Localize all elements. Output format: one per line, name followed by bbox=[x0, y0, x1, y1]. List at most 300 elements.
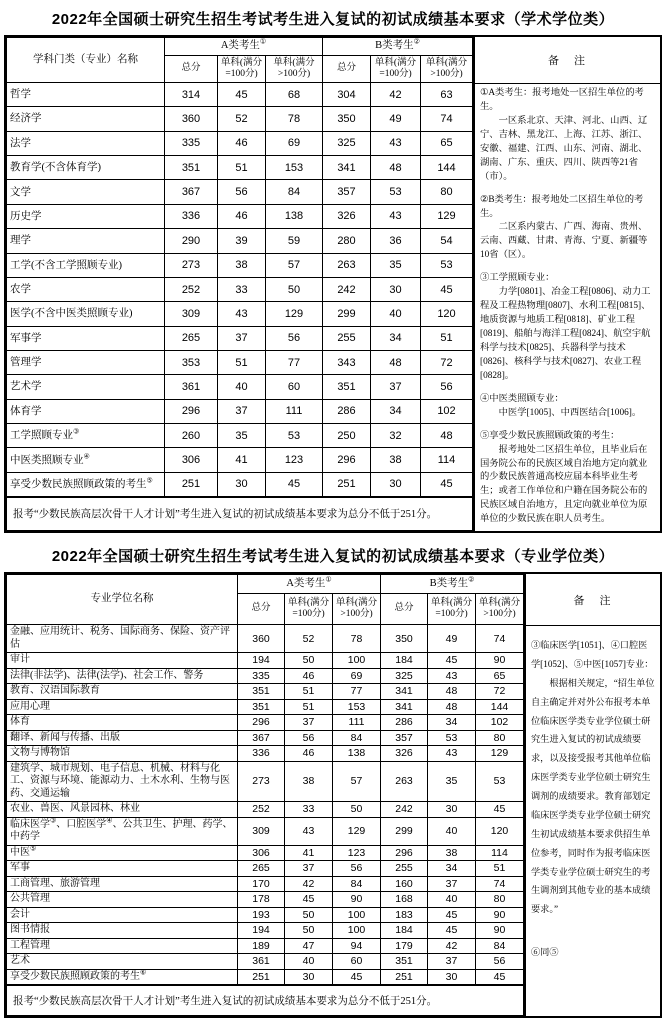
score-cell: 34 bbox=[371, 326, 421, 350]
score-cell: 30 bbox=[371, 277, 421, 301]
score-cell: 30 bbox=[428, 802, 476, 818]
score-cell: 367 bbox=[165, 180, 218, 204]
score-cell: 74 bbox=[421, 107, 473, 131]
score-cell: 46 bbox=[218, 131, 266, 155]
score-cell: 350 bbox=[323, 107, 371, 131]
score-cell: 59 bbox=[266, 229, 323, 253]
score-cell: 357 bbox=[381, 730, 428, 746]
score-cell: 255 bbox=[381, 861, 428, 877]
score-cell: 102 bbox=[476, 715, 524, 731]
score-cell: 40 bbox=[371, 302, 421, 326]
score-cell: 84 bbox=[476, 938, 524, 954]
total-score-header: 总分 bbox=[381, 594, 428, 625]
single-over-100-header: 单科(满分>100分) bbox=[421, 56, 473, 83]
subject-name: 艺术学 bbox=[7, 375, 165, 399]
score-cell: 252 bbox=[165, 277, 218, 301]
score-cell: 78 bbox=[266, 107, 323, 131]
score-cell: 296 bbox=[323, 448, 371, 472]
subject-name: 理学 bbox=[7, 229, 165, 253]
subject-name: 法律(非法学)、法律(法学)、社会工作、警务 bbox=[7, 668, 238, 684]
remark-paragraph: ⑤享受少数民族照顾政策的考生： bbox=[480, 430, 620, 441]
score-cell: 100 bbox=[333, 653, 381, 669]
subject-name: 中医⑤ bbox=[7, 845, 238, 861]
table-row bbox=[7, 156, 473, 180]
score-cell: 63 bbox=[421, 83, 473, 107]
score-cell: 184 bbox=[381, 653, 428, 669]
score-cell: 48 bbox=[371, 156, 421, 180]
score-cell: 45 bbox=[421, 472, 473, 496]
score-cell: 242 bbox=[323, 277, 371, 301]
score-cell: 51 bbox=[476, 861, 524, 877]
single-100-header: 单科(满分=100分) bbox=[285, 594, 333, 625]
score-cell: 351 bbox=[323, 375, 371, 399]
score-cell: 360 bbox=[238, 625, 285, 653]
score-cell: 251 bbox=[323, 472, 371, 496]
table-row bbox=[7, 131, 473, 155]
score-cell: 77 bbox=[333, 684, 381, 700]
score-cell: 351 bbox=[165, 156, 218, 180]
score-cell: 56 bbox=[285, 730, 333, 746]
score-cell: 251 bbox=[381, 969, 428, 985]
score-cell: 183 bbox=[381, 907, 428, 923]
score-cell: 286 bbox=[323, 399, 371, 423]
table-row bbox=[7, 802, 524, 818]
score-cell: 263 bbox=[323, 253, 371, 277]
score-cell: 286 bbox=[381, 715, 428, 731]
score-cell: 45 bbox=[333, 969, 381, 985]
score-cell: 343 bbox=[323, 350, 371, 374]
remark-paragraph: 根据相关规定，“招生单位自主确定并对外公布报考本单位临床医学类专业学位硕士研究生进入复试的初试成绩要求，以及接受报考其他单位临床医学类专业学位硕士研究生调剂的成绩要求。教育部划定临床医学类专业学位硕士研究生初试成绩基本要求供招生单位参考，同时作为报考临床医学类专业学位硕士研究生的考生调剂到其他专业的基本成绩要求。” bbox=[531, 677, 655, 915]
subject-name-header: 专业学位名称 bbox=[7, 575, 238, 625]
professional-degree-table bbox=[4, 572, 662, 1018]
score-cell: 40 bbox=[218, 375, 266, 399]
score-cell: 351 bbox=[238, 684, 285, 700]
score-cell: 179 bbox=[381, 938, 428, 954]
score-cell: 35 bbox=[428, 761, 476, 802]
remark-header: 备 注 bbox=[526, 574, 660, 626]
remark-paragraph: 一区系北京、天津、河北、山西、辽宁、吉林、黑龙江、上海、江苏、浙江、安徽、福建、江西、山东、河南、湖北、湖南、广东、重庆、四川、陕西等21省（市）。 bbox=[480, 115, 648, 182]
score-cell: 65 bbox=[476, 668, 524, 684]
score-cell: 38 bbox=[428, 845, 476, 861]
score-cell: 51 bbox=[285, 684, 333, 700]
score-cell: 341 bbox=[323, 156, 371, 180]
subject-name: 文学 bbox=[7, 180, 165, 204]
table-row bbox=[7, 954, 524, 970]
score-cell: 38 bbox=[285, 761, 333, 802]
table-row bbox=[7, 653, 524, 669]
score-cell: 178 bbox=[238, 892, 285, 908]
score-cell: 123 bbox=[333, 845, 381, 861]
score-cell: 367 bbox=[238, 730, 285, 746]
score-cell: 41 bbox=[218, 448, 266, 472]
table-row bbox=[7, 715, 524, 731]
score-cell: 189 bbox=[238, 938, 285, 954]
score-cell: 43 bbox=[371, 131, 421, 155]
score-cell: 120 bbox=[421, 302, 473, 326]
score-cell: 37 bbox=[371, 375, 421, 399]
subject-name: 农学 bbox=[7, 277, 165, 301]
remark-paragraph: ⑥同⑤ bbox=[531, 947, 559, 958]
table-row bbox=[7, 938, 524, 954]
score-cell: 314 bbox=[165, 83, 218, 107]
score-cell: 48 bbox=[428, 699, 476, 715]
score-cell: 46 bbox=[285, 746, 333, 762]
score-cell: 42 bbox=[428, 938, 476, 954]
table-row bbox=[7, 107, 473, 131]
subject-name: 享受少数民族照顾政策的考生⑤ bbox=[7, 472, 165, 496]
score-cell: 37 bbox=[428, 954, 476, 970]
score-cell: 34 bbox=[428, 861, 476, 877]
subject-name: 经济学 bbox=[7, 107, 165, 131]
professional-score-table bbox=[6, 574, 524, 1016]
score-cell: 51 bbox=[218, 156, 266, 180]
score-cell: 129 bbox=[476, 746, 524, 762]
score-cell: 360 bbox=[165, 107, 218, 131]
score-cell: 194 bbox=[238, 653, 285, 669]
score-cell: 43 bbox=[371, 204, 421, 228]
table-row bbox=[7, 277, 473, 301]
remark-paragraph: 中医学[1005]、中西医结合[1006]。 bbox=[498, 407, 642, 418]
table-row bbox=[7, 923, 524, 939]
group-b-header: B类考生② bbox=[381, 575, 524, 594]
subject-name: 医学(不含中医类照顾专业) bbox=[7, 302, 165, 326]
group-a-header: A类考生① bbox=[165, 38, 323, 56]
score-cell: 353 bbox=[165, 350, 218, 374]
remark-paragraph: ③临床医学[1051]、④口腔医学[1052]、⑤中医[1057]专业： bbox=[531, 640, 654, 670]
table-row bbox=[7, 253, 473, 277]
score-cell: 84 bbox=[266, 180, 323, 204]
score-cell: 43 bbox=[428, 668, 476, 684]
score-cell: 309 bbox=[238, 817, 285, 845]
score-cell: 299 bbox=[323, 302, 371, 326]
score-cell: 48 bbox=[421, 424, 473, 448]
subject-name: 享受少数民族照顾政策的考生⑥ bbox=[7, 969, 238, 985]
score-cell: 170 bbox=[238, 876, 285, 892]
score-cell: 351 bbox=[238, 699, 285, 715]
score-cell: 255 bbox=[323, 326, 371, 350]
score-cell: 273 bbox=[165, 253, 218, 277]
table-row bbox=[7, 625, 524, 653]
score-cell: 336 bbox=[238, 746, 285, 762]
score-cell: 90 bbox=[476, 653, 524, 669]
score-cell: 326 bbox=[323, 204, 371, 228]
score-cell: 90 bbox=[476, 907, 524, 923]
table-row bbox=[7, 326, 473, 350]
score-cell: 90 bbox=[476, 923, 524, 939]
single-over-100-header: 单科(满分>100分) bbox=[333, 594, 381, 625]
score-cell: 252 bbox=[238, 802, 285, 818]
subject-name: 教育、汉语国际教育 bbox=[7, 684, 238, 700]
table-row bbox=[7, 817, 524, 845]
score-cell: 32 bbox=[371, 424, 421, 448]
subject-name: 农业、兽医、风景园林、林业 bbox=[7, 802, 238, 818]
table-row bbox=[7, 684, 524, 700]
score-cell: 42 bbox=[371, 83, 421, 107]
score-cell: 341 bbox=[381, 684, 428, 700]
score-cell: 45 bbox=[428, 923, 476, 939]
table-row bbox=[7, 892, 524, 908]
score-cell: 46 bbox=[218, 204, 266, 228]
score-cell: 336 bbox=[165, 204, 218, 228]
academic-score-table bbox=[6, 37, 473, 531]
score-cell: 37 bbox=[428, 876, 476, 892]
score-cell: 78 bbox=[333, 625, 381, 653]
score-cell: 129 bbox=[421, 204, 473, 228]
subject-name: 中医类照顾专业④ bbox=[7, 448, 165, 472]
score-cell: 80 bbox=[421, 180, 473, 204]
subject-name: 翻译、新闻与传播、出版 bbox=[7, 730, 238, 746]
score-cell: 53 bbox=[428, 730, 476, 746]
subject-name: 工程管理 bbox=[7, 938, 238, 954]
subject-name: 审计 bbox=[7, 653, 238, 669]
score-cell: 30 bbox=[285, 969, 333, 985]
score-cell: 306 bbox=[238, 845, 285, 861]
score-cell: 47 bbox=[285, 938, 333, 954]
score-cell: 50 bbox=[266, 277, 323, 301]
score-cell: 296 bbox=[238, 715, 285, 731]
subject-name: 工商管理、旅游管理 bbox=[7, 876, 238, 892]
score-cell: 325 bbox=[381, 668, 428, 684]
score-cell: 60 bbox=[266, 375, 323, 399]
remark-column bbox=[473, 37, 660, 531]
score-cell: 33 bbox=[285, 802, 333, 818]
score-cell: 80 bbox=[476, 892, 524, 908]
score-cell: 100 bbox=[333, 923, 381, 939]
score-cell: 361 bbox=[238, 954, 285, 970]
score-cell: 280 bbox=[323, 229, 371, 253]
score-cell: 80 bbox=[476, 730, 524, 746]
score-cell: 69 bbox=[333, 668, 381, 684]
subject-name: 公共管理 bbox=[7, 892, 238, 908]
single-100-header: 单科(满分=100分) bbox=[218, 56, 266, 83]
score-cell: 42 bbox=[285, 876, 333, 892]
table-row bbox=[7, 204, 473, 228]
score-cell: 65 bbox=[421, 131, 473, 155]
score-cell: 123 bbox=[266, 448, 323, 472]
group-a-header: A类考生① bbox=[238, 575, 381, 594]
score-cell: 56 bbox=[333, 861, 381, 877]
score-cell: 34 bbox=[371, 399, 421, 423]
score-cell: 114 bbox=[421, 448, 473, 472]
score-cell: 52 bbox=[285, 625, 333, 653]
table-row bbox=[7, 761, 524, 802]
score-cell: 335 bbox=[165, 131, 218, 155]
score-cell: 84 bbox=[333, 876, 381, 892]
score-cell: 193 bbox=[238, 907, 285, 923]
score-cell: 69 bbox=[266, 131, 323, 155]
score-cell: 111 bbox=[266, 399, 323, 423]
score-cell: 265 bbox=[238, 861, 285, 877]
score-cell: 35 bbox=[218, 424, 266, 448]
score-cell: 250 bbox=[323, 424, 371, 448]
score-cell: 45 bbox=[428, 653, 476, 669]
table-row bbox=[7, 399, 473, 423]
score-cell: 111 bbox=[333, 715, 381, 731]
score-cell: 273 bbox=[238, 761, 285, 802]
subject-name: 工学照顾专业③ bbox=[7, 424, 165, 448]
table-row bbox=[7, 861, 524, 877]
score-cell: 309 bbox=[165, 302, 218, 326]
score-cell: 335 bbox=[238, 668, 285, 684]
score-cell: 168 bbox=[381, 892, 428, 908]
score-cell: 341 bbox=[381, 699, 428, 715]
table-row bbox=[7, 375, 473, 399]
score-cell: 102 bbox=[421, 399, 473, 423]
subject-name: 军事学 bbox=[7, 326, 165, 350]
score-cell: 296 bbox=[381, 845, 428, 861]
table-row bbox=[7, 907, 524, 923]
total-score-header: 总分 bbox=[323, 56, 371, 83]
score-cell: 350 bbox=[381, 625, 428, 653]
subject-name: 图书情报 bbox=[7, 923, 238, 939]
subject-name: 金融、应用统计、税务、国际商务、保险、资产评估 bbox=[7, 625, 238, 653]
table-row bbox=[7, 229, 473, 253]
score-cell: 51 bbox=[285, 699, 333, 715]
score-cell: 50 bbox=[333, 802, 381, 818]
score-cell: 35 bbox=[371, 253, 421, 277]
score-cell: 53 bbox=[421, 253, 473, 277]
score-cell: 33 bbox=[218, 277, 266, 301]
table-footer-row bbox=[7, 497, 473, 531]
single-100-header: 单科(满分=100分) bbox=[428, 594, 476, 625]
score-cell: 242 bbox=[381, 802, 428, 818]
subject-name-header: 学科门类（专业）名称 bbox=[7, 38, 165, 83]
score-cell: 46 bbox=[285, 668, 333, 684]
score-cell: 144 bbox=[476, 699, 524, 715]
score-cell: 38 bbox=[218, 253, 266, 277]
subject-name: 军事 bbox=[7, 861, 238, 877]
score-cell: 94 bbox=[333, 938, 381, 954]
score-cell: 40 bbox=[428, 892, 476, 908]
score-cell: 41 bbox=[285, 845, 333, 861]
remark-paragraph: 力学[0801]、冶金工程[0806]、动力工程及工程热物理[0807]、水利工程[0815]、地质资源与地质工程[0818]、矿业工程[0819]、船舶与海洋工程[0824]、航空宇航科学与技术[0825]、兵器科学与技术[0826]、核科学与技术[0827]、农业工程[0828]。 bbox=[480, 287, 651, 381]
score-cell: 72 bbox=[421, 350, 473, 374]
score-cell: 57 bbox=[333, 761, 381, 802]
score-cell: 265 bbox=[165, 326, 218, 350]
score-cell: 45 bbox=[421, 277, 473, 301]
score-cell: 120 bbox=[476, 817, 524, 845]
score-cell: 45 bbox=[285, 892, 333, 908]
subject-name: 体育 bbox=[7, 715, 238, 731]
score-cell: 138 bbox=[266, 204, 323, 228]
single-over-100-header: 单科(满分>100分) bbox=[266, 56, 323, 83]
score-cell: 56 bbox=[476, 954, 524, 970]
table-row bbox=[7, 699, 524, 715]
score-cell: 160 bbox=[381, 876, 428, 892]
remark-column bbox=[524, 574, 660, 1016]
table-row bbox=[7, 472, 473, 496]
academic-degree-table bbox=[4, 35, 662, 533]
score-cell: 260 bbox=[165, 424, 218, 448]
score-cell: 52 bbox=[218, 107, 266, 131]
score-cell: 36 bbox=[371, 229, 421, 253]
score-cell: 45 bbox=[266, 472, 323, 496]
score-cell: 38 bbox=[371, 448, 421, 472]
score-cell: 40 bbox=[285, 954, 333, 970]
score-cell: 50 bbox=[285, 907, 333, 923]
table2-title: 2022年全国硕士研究生招生考试考生进入复试的初试成绩基本要求（专业学位类） bbox=[51, 548, 615, 566]
score-cell: 129 bbox=[333, 817, 381, 845]
subject-name: 哲学 bbox=[7, 83, 165, 107]
remark-paragraph: 二区系内蒙古、广西、海南、贵州、云南、西藏、甘肃、青海、宁夏、新疆等10省（区）。 bbox=[480, 222, 648, 261]
score-cell: 357 bbox=[323, 180, 371, 204]
remark-paragraph: ④中医类照顾专业： bbox=[480, 393, 564, 404]
score-cell: 304 bbox=[323, 83, 371, 107]
single-over-100-header: 单科(满分>100分) bbox=[476, 594, 524, 625]
group-b-header: B类考生② bbox=[323, 38, 473, 56]
score-cell: 37 bbox=[218, 399, 266, 423]
score-cell: 45 bbox=[476, 802, 524, 818]
table-row bbox=[7, 424, 473, 448]
table1-title: 2022年全国硕士研究生招生考试考生进入复试的初试成绩基本要求（学术学位类） bbox=[51, 11, 615, 28]
score-cell: 50 bbox=[285, 653, 333, 669]
score-cell: 56 bbox=[218, 180, 266, 204]
score-cell: 251 bbox=[165, 472, 218, 496]
score-cell: 56 bbox=[266, 326, 323, 350]
subject-name: 法学 bbox=[7, 131, 165, 155]
table-row bbox=[7, 876, 524, 892]
score-cell: 49 bbox=[428, 625, 476, 653]
score-cell: 84 bbox=[333, 730, 381, 746]
table-row bbox=[7, 180, 473, 204]
score-cell: 60 bbox=[333, 954, 381, 970]
score-cell: 49 bbox=[371, 107, 421, 131]
score-cell: 153 bbox=[333, 699, 381, 715]
table-row bbox=[7, 350, 473, 374]
table-row bbox=[7, 845, 524, 861]
subject-name: 会计 bbox=[7, 907, 238, 923]
score-cell: 296 bbox=[165, 399, 218, 423]
subject-name: 教育学(不含体育学) bbox=[7, 156, 165, 180]
score-cell: 37 bbox=[218, 326, 266, 350]
score-cell: 326 bbox=[381, 746, 428, 762]
remark-paragraph: 报考地处二区招生单位，且毕业后在国务院公布的民族区域自治地方定向就业的少数民族普通高校应届本科毕业生考生；或者工作单位和户籍在国务院公布的民族区域自治地方，且定向就业单位为原单位的少数民族在职人员考生。 bbox=[480, 444, 648, 525]
score-cell: 37 bbox=[285, 715, 333, 731]
score-cell: 90 bbox=[333, 892, 381, 908]
score-cell: 50 bbox=[285, 923, 333, 939]
score-cell: 34 bbox=[428, 715, 476, 731]
subject-name: 临床医学③、口腔医学④、公共卫生、护理、药学、中药学 bbox=[7, 817, 238, 845]
table-row bbox=[7, 746, 524, 762]
subject-name: 文物与博物馆 bbox=[7, 746, 238, 762]
score-cell: 30 bbox=[371, 472, 421, 496]
minority-plan-note: 报考“少数民族高层次骨干人才计划”考生进入复试的初试成绩基本要求为总分不低于251分。 bbox=[7, 985, 524, 1015]
score-cell: 51 bbox=[421, 326, 473, 350]
score-cell: 43 bbox=[218, 302, 266, 326]
score-cell: 77 bbox=[266, 350, 323, 374]
score-cell: 263 bbox=[381, 761, 428, 802]
score-cell: 114 bbox=[476, 845, 524, 861]
score-cell: 30 bbox=[428, 969, 476, 985]
score-cell: 48 bbox=[371, 350, 421, 374]
score-cell: 184 bbox=[381, 923, 428, 939]
remark-paragraph: ②B类考生：报考地处二区招生单位的考生。 bbox=[480, 194, 644, 219]
remark-paragraph: ③工学照顾专业： bbox=[480, 273, 555, 284]
table-row bbox=[7, 448, 473, 472]
score-cell: 153 bbox=[266, 156, 323, 180]
subject-name: 建筑学、城市规划、电子信息、机械、材料与化工、资源与环境、能源动力、土木水利、生物与医药、交通运输 bbox=[7, 761, 238, 802]
subject-name: 体育学 bbox=[7, 399, 165, 423]
table-row bbox=[7, 302, 473, 326]
table-row bbox=[7, 83, 473, 107]
score-cell: 40 bbox=[428, 817, 476, 845]
score-cell: 30 bbox=[218, 472, 266, 496]
table-row bbox=[7, 730, 524, 746]
remark-notes bbox=[475, 84, 660, 531]
total-score-header: 总分 bbox=[165, 56, 218, 83]
score-cell: 51 bbox=[218, 350, 266, 374]
score-cell: 361 bbox=[165, 375, 218, 399]
